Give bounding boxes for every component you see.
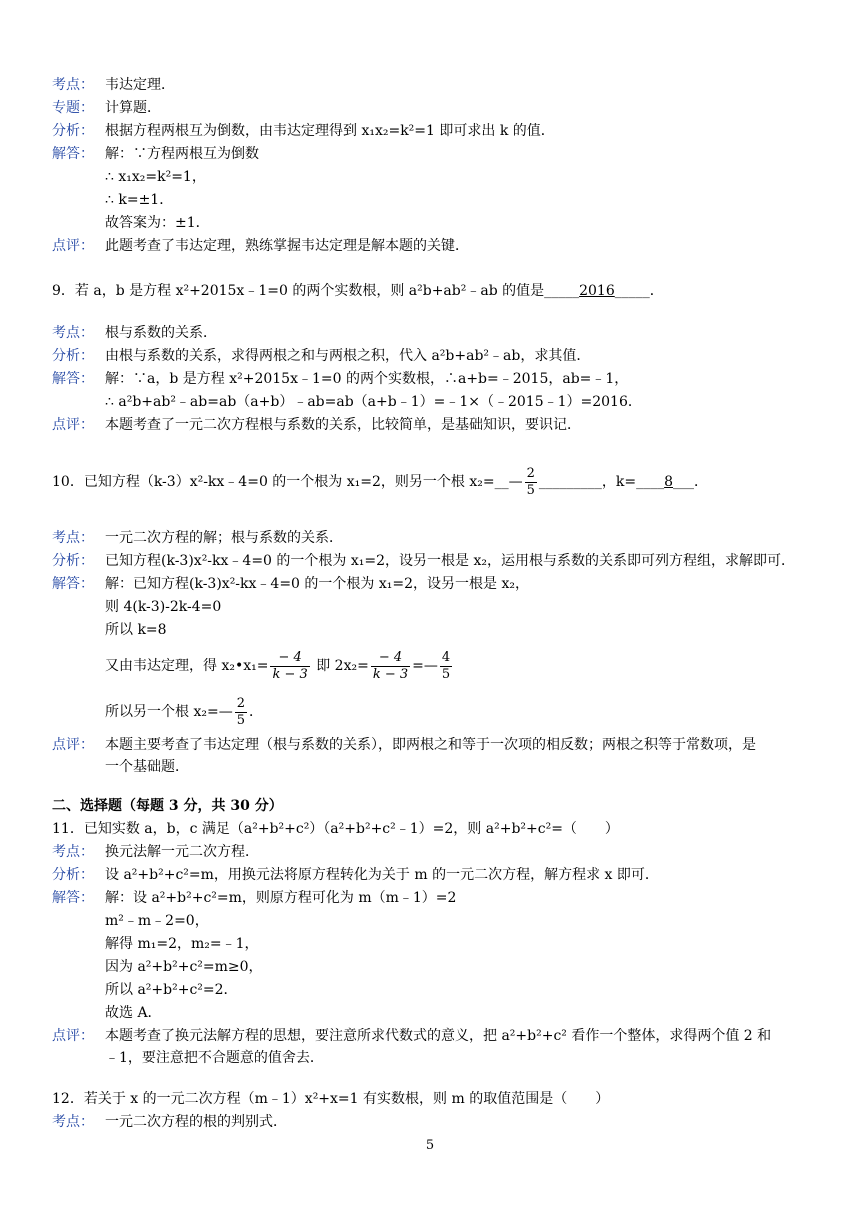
q9-fenxi: 由根与系数的关系，求得两根之和与两根之积，代入 a²b+ab²﹣ab，求其值． xyxy=(105,348,591,364)
q9-jieda-line1: 解：∵a，b 是方程 x²+2015x﹣1=0 的两个实数根，∴a+b=﹣2015，ab=﹣1， xyxy=(105,371,629,387)
p8-kaodian: 韦达定理． xyxy=(105,77,175,93)
section-title: 二、选择题（每题 3 分，共 30 分） xyxy=(52,798,283,814)
q10-stem: 10．已知方程（k-3）x²-kx﹣4=0 的一个根为 x₁=2，则另一个根 x₂=__— $\frac{2}{5}$ _________，k=____8___． xyxy=(52,465,709,498)
q10-jieda-line2: 则 4(k-3)-2k-4=0 xyxy=(105,599,222,615)
label-fenxi: 分析： xyxy=(52,123,94,139)
label-kaodian: 考点： xyxy=(52,325,94,341)
label-jieda: 解答： xyxy=(52,146,94,162)
fraction-1: $\frac{- 4}{k - 3}$ xyxy=(272,649,308,682)
label-kaodian: 考点： xyxy=(52,77,94,93)
label-dianping: 点评： xyxy=(52,417,94,433)
q10-fenxi: 已知方程(k-3)x²-kx﹣4=0 的一个根为 x₁=2，设另一根是 x₂，运用根与系数的关系即可列方程组，求解即可． xyxy=(105,553,795,569)
q10-answer-fraction: $\frac{2}{5}$ xyxy=(526,465,535,498)
label-dianping: 点评： xyxy=(52,737,94,753)
problem-10 xyxy=(0,462,860,502)
label-kaodian: 考点： xyxy=(52,1114,94,1130)
q10-jieda-line1: 解：已知方程(k-3)x²-kx﹣4=0 的一个根为 x₁=2，设另一根是 x₂， xyxy=(105,576,529,592)
p8-fenxi: 根据方程两根互为倒数，由韦达定理得到 x₁x₂=k²=1 即可求出 k 的值． xyxy=(105,123,555,139)
problem-8-analysis xyxy=(0,74,860,258)
label-jieda: 解答： xyxy=(52,890,94,906)
p8-zhuanti: 计算题． xyxy=(105,100,161,116)
q11-dianping: 本题考查了换元法解方程的思想，要注意所求代数式的意义，把 a²+b²+c² 看作一个整体，求得两个值 2 和 ﹣1，要注意把不合题意的值舍去． xyxy=(105,1028,772,1066)
problem-9-analysis xyxy=(0,322,860,437)
label-fenxi: 分析： xyxy=(52,553,94,569)
q11-jieda-line5: 所以 a²+b²+c²=2． xyxy=(105,982,238,998)
q12-stem: 12．若关于 x 的一元二次方程（m﹣1）x²+x=1 有实数根，则 m 的取值范围是（ ） xyxy=(52,1091,610,1107)
label-fenxi: 分析： xyxy=(52,867,94,883)
label-fenxi: 分析： xyxy=(52,348,94,364)
q10-jieda-line3: 所以 k=8 xyxy=(105,622,167,638)
section-2-header xyxy=(0,795,860,818)
q12-kaodian: 一元二次方程的根的判别式． xyxy=(105,1114,287,1130)
label-kaodian: 考点： xyxy=(52,530,94,546)
q9-kaodian: 根与系数的关系． xyxy=(105,325,217,341)
fraction-3: $\frac{4}{5}$ xyxy=(441,649,451,682)
q11-jieda-line6: 故选 A． xyxy=(105,1005,162,1021)
q10-k-answer: 8 xyxy=(664,474,674,490)
q11-fenxi: 设 a²+b²+c²=m，用换元法将原方程转化为关于 m 的一元二次方程，解方程求 x 即可． xyxy=(105,867,659,883)
fraction-4: $\frac{2}{5}$ xyxy=(236,695,245,728)
q11-jieda-line4: 因为 a²+b²+c²=m≥0， xyxy=(105,959,263,975)
q10-dianping: 本题主要考查了韦达定理（根与系数的关系），即两根之和等于一次项的相反数；两根之积等于常数项，是 一个基础题． xyxy=(105,737,756,775)
p8-jieda-line4: 故答案为：±1． xyxy=(105,215,210,231)
q9-jieda-line2: ∴ a²b+ab²﹣ab=ab（a+b）﹣ab=ab（a+b﹣1）=﹣1×（﹣2015﹣1）=2016． xyxy=(105,394,642,410)
page-number: 5 xyxy=(425,1138,435,1153)
label-dianping: 点评： xyxy=(52,1028,94,1044)
p8-dianping: 此题考查了韦达定理，熟练掌握韦达定理是解本题的关键． xyxy=(105,238,469,254)
q10-jieda-line4: 又由韦达定理，得 x₂•x₁= $\frac{- 4}{k - 3}$ 即 2x₂= $\frac{- 4}{k - 3}$ =— $\frac{4}{5}$ xyxy=(105,649,451,682)
label-kaodian: 考点： xyxy=(52,844,94,860)
p8-jieda-line3: ∴ k=±1． xyxy=(105,192,174,208)
problem-10-analysis xyxy=(0,527,860,780)
q11-jieda-line3: 解得 m₁=2，m₂=﹣1， xyxy=(105,936,259,952)
label-dianping: 点评： xyxy=(52,238,94,254)
p8-jieda-line1: 解：∵方程两根互为倒数 xyxy=(105,146,259,162)
q9-dianping: 本题考查了一元二次方程根与系数的关系，比较简单，是基础知识，要识记． xyxy=(105,417,581,433)
label-jieda: 解答： xyxy=(52,576,94,592)
problem-12 xyxy=(0,1088,860,1134)
q11-stem: 11．已知实数 a，b，c 满足（a²+b²+c²）（a²+b²+c²﹣1）=2，则 a²+b²+c²=（ ） xyxy=(52,821,619,837)
q11-kaodian: 换元法解一元二次方程． xyxy=(105,844,259,860)
q10-kaodian: 一元二次方程的解；根与系数的关系． xyxy=(105,530,343,546)
fraction-2: $\frac{- 4}{k - 3}$ xyxy=(372,649,409,682)
problem-11 xyxy=(0,818,860,1071)
q9-answer: 2016 xyxy=(579,283,615,299)
problem-9 xyxy=(0,280,860,303)
q10-jieda-line5: 所以另一个根 x₂=— $\frac{2}{5}$ ． xyxy=(105,695,263,728)
label-zhuanti: 专题： xyxy=(52,100,94,116)
q11-jieda-line1: 解：设 a²+b²+c²=m，则原方程可化为 m（m﹣1）=2 xyxy=(105,890,457,906)
label-jieda: 解答： xyxy=(52,371,94,387)
q11-jieda-line2: m²﹣m﹣2=0， xyxy=(105,913,209,929)
p8-jieda-line2: ∴ x₁x₂=k²=1， xyxy=(105,169,206,185)
q9-stem: 9．若 a，b 是方程 x²+2015x﹣1=0 的两个实数根，则 a²b+ab²﹣ab 的值是_____2016_____． xyxy=(52,283,664,299)
